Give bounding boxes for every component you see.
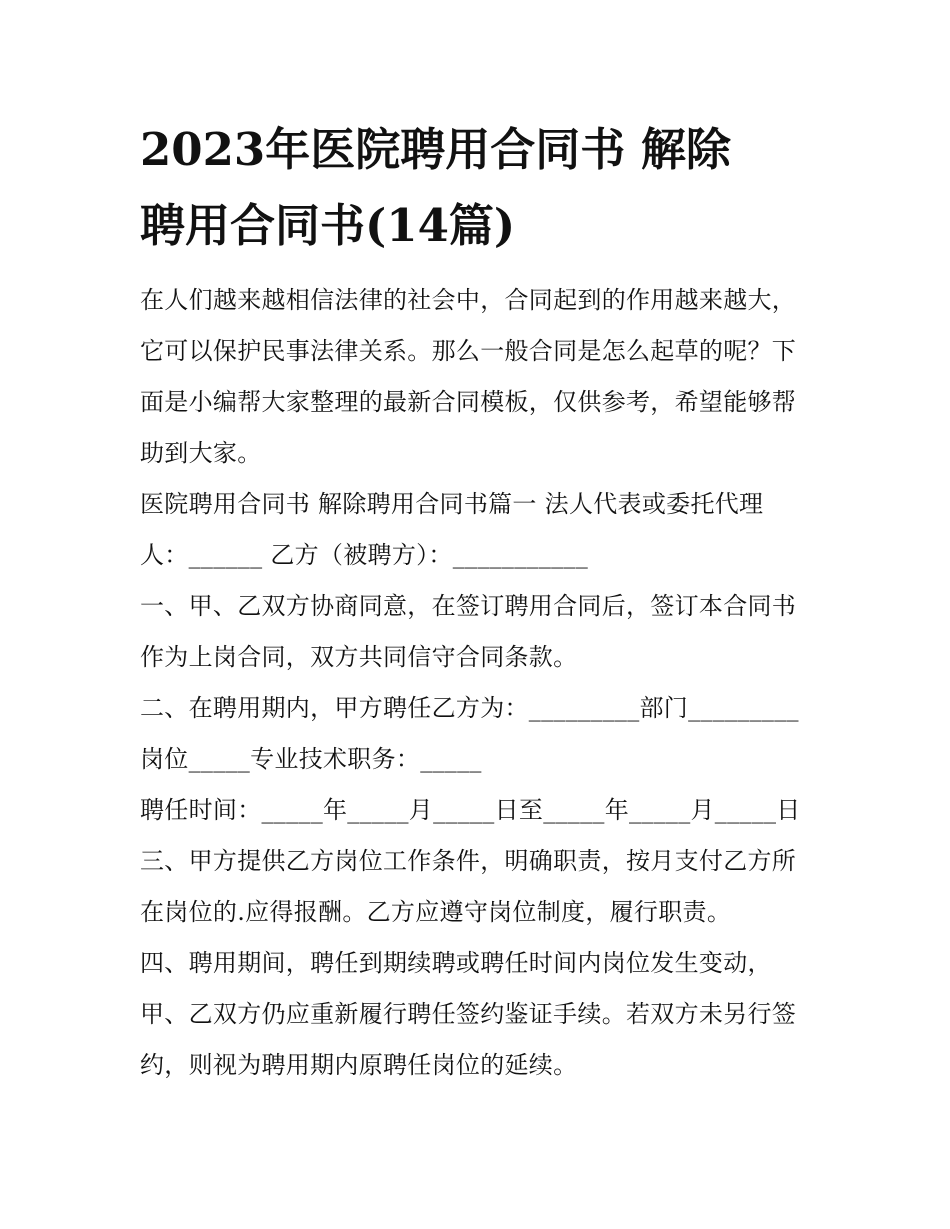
body-line: 助到大家。 (140, 439, 262, 467)
body-line: 医院聘用合同书 解除聘用合同书篇一 法人代表或委托代理 (140, 490, 764, 518)
body-line: 甲、乙双方仍应重新履行聘任签约鉴证手续。若双方未另行签 (140, 1000, 797, 1028)
body-line: 聘任时间：_____年_____月_____日至_____年_____月_____日 (140, 796, 801, 824)
body-line: 四、聘用期间，聘任到期续聘或聘任时间内岗位发生变动， (140, 949, 772, 977)
title-line-1: 2023年医院聘用合同书 解除 (140, 123, 731, 176)
body-line: 二、在聘用期内，甲方聘任乙方为：_________部门_________ (140, 694, 799, 722)
body-line: 人：______ 乙方（被聘方）：___________ (140, 541, 589, 569)
body-line: 约，则视为聘用期内原聘任岗位的延续。 (140, 1051, 578, 1079)
document-title (140, 112, 820, 264)
body-line: 一、甲、乙双方协商同意，在签订聘用合同后，签订本合同书 (140, 592, 797, 620)
body-line: 岗位_____专业技术职务：_____ (140, 745, 482, 773)
body-line: 在人们越来越相信法律的社会中，合同起到的作用越来越大， (140, 286, 797, 314)
body-line: 在岗位的.应得报酬。乙方应遵守岗位制度，履行职责。 (140, 898, 732, 926)
document-body (140, 275, 820, 1091)
title-line-2: 聘用合同书(14篇) (140, 199, 516, 252)
body-line: 它可以保护民事法律关系。那么一般合同是怎么起草的呢？下 (140, 337, 797, 365)
body-line: 面是小编帮大家整理的最新合同模板，仅供参考，希望能够帮 (140, 388, 797, 416)
body-line: 三、甲方提供乙方岗位工作条件，明确职责，按月支付乙方所 (140, 847, 797, 875)
body-line: 作为上岗合同，双方共同信守合同条款。 (140, 643, 578, 671)
